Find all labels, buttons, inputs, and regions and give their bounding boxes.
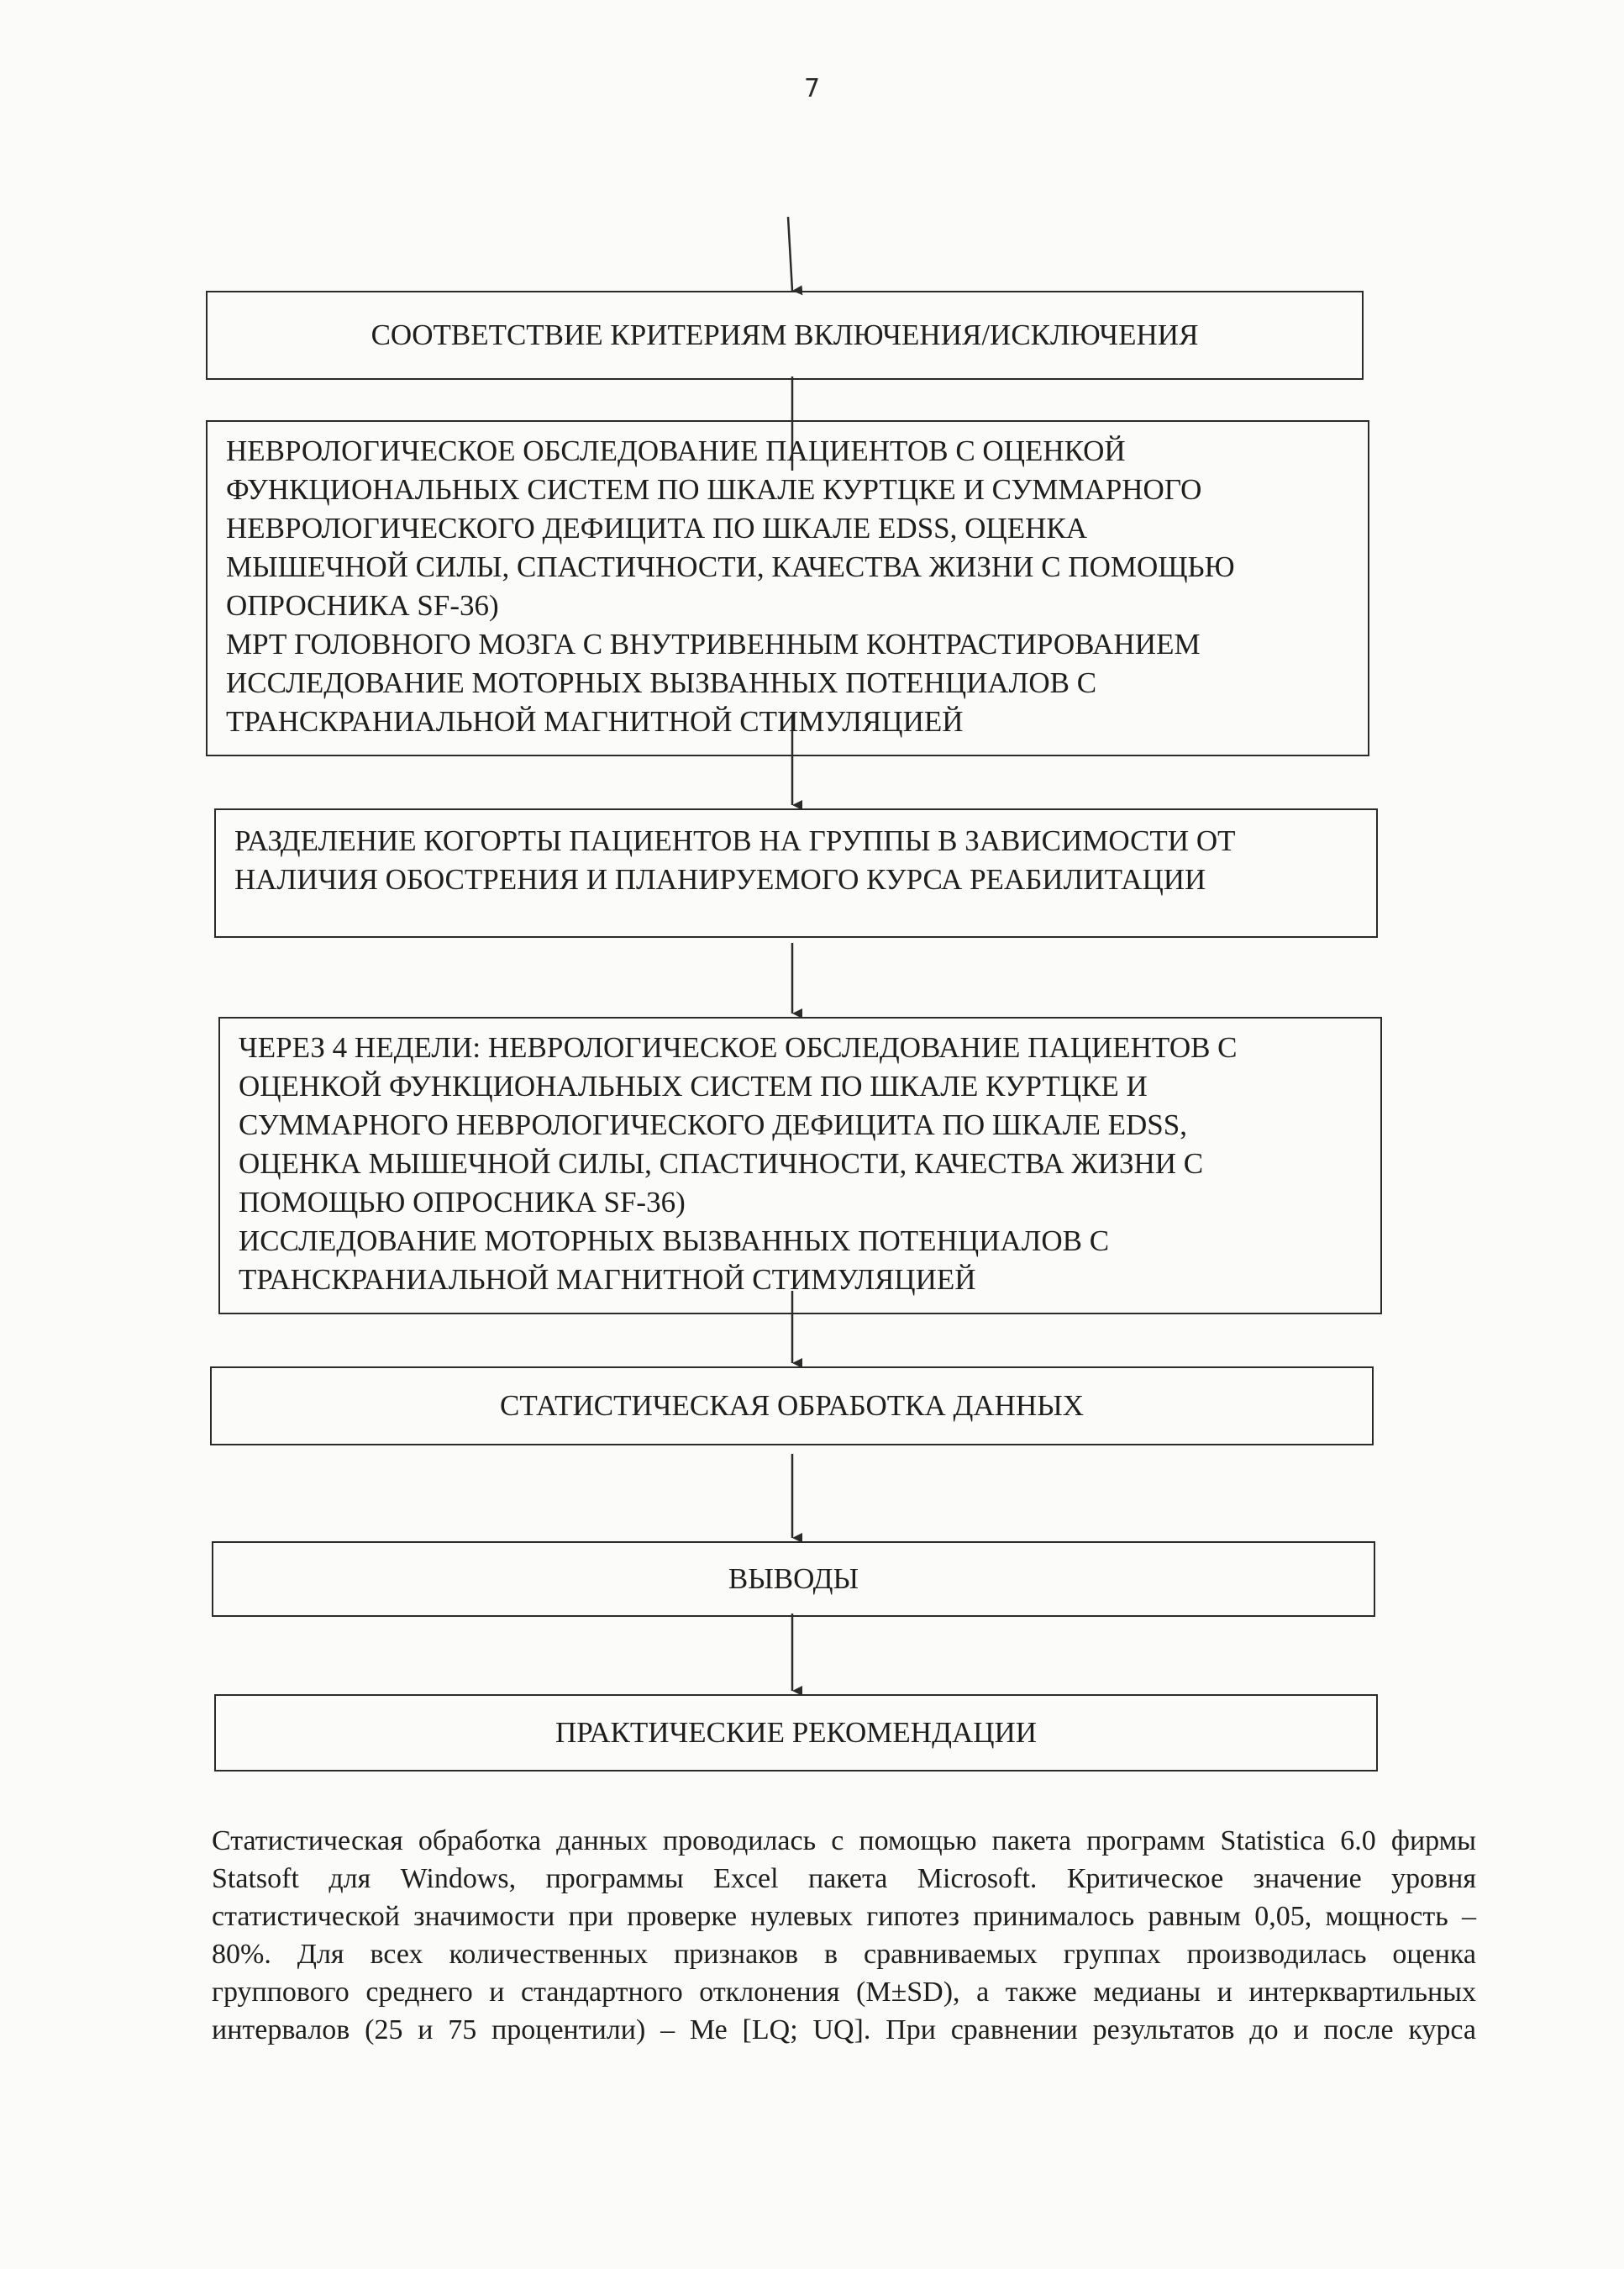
step-text-line: ОЦЕНКОЙ ФУНКЦИОНАЛЬНЫХ СИСТЕМ ПО ШКАЛЕ КУРТЦКЕ И [239,1070,1148,1103]
step-cohort-division [214,808,1378,938]
paragraph-line: 80%. Для всех количественных признаков в сравниваемых группах производилась оценка [212,1939,1476,1970]
step-text-line: ТРАНСКРАНИАЛЬНОЙ МАГНИТНОЙ СТИМУЛЯЦИЕЙ [239,1263,976,1296]
step-text-line: СООТВЕТСТВИЕ КРИТЕРИЯМ ВКЛЮЧЕНИЯ/ИСКЛЮЧЕНИЯ [371,319,1199,351]
step-text-line: ВЫВОДЫ [728,1562,859,1595]
step-follow-up-examination [218,1017,1382,1314]
arrow-into-step-1 [788,217,792,291]
step-text-line: ОПРОСНИКА SF-36) [226,589,499,622]
step-text-line: ЧЕРЕЗ 4 НЕДЕЛИ: НЕВРОЛОГИЧЕСКОЕ ОБСЛЕДОВАНИЕ ПАЦИЕНТОВ С [239,1031,1238,1064]
step-text-line: ТРАНСКРАНИАЛЬНОЙ МАГНИТНОЙ СТИМУЛЯЦИЕЙ [226,705,964,738]
paragraph-line: интервалов (25 и 75 процентили) – Ме [LQ; UQ]. При сравнении результатов до и после курса [212,2014,1476,2045]
step-text-line: ИССЛЕДОВАНИЕ МОТОРНЫХ ВЫЗВАННЫХ ПОТЕНЦИАЛОВ С [239,1224,1110,1257]
step-inclusion-criteria [206,291,1364,380]
step-text-line: НАЛИЧИЯ ОБОСТРЕНИЯ И ПЛАНИРУЕМОГО КУРСА РЕАБИЛИТАЦИИ [234,863,1206,896]
step-conclusions [212,1541,1375,1617]
paragraph-line: Statsoft для Windows, программы Excel пакета Microsoft. Критическое значение уровня [212,1863,1476,1894]
step-statistical-processing [210,1366,1374,1445]
step-text-line: ФУНКЦИОНАЛЬНЫХ СИСТЕМ ПО ШКАЛЕ КУРТЦКЕ И СУММАРНОГО [226,473,1202,506]
step-neurological-examination [206,420,1369,756]
page-number: 7 [803,74,821,103]
step-text-line: МРТ ГОЛОВНОГО МОЗГА С ВНУТРИВЕННЫМ КОНТРАСТИРОВАНИЕМ [226,628,1201,661]
step-text-line: НЕВРОЛОГИЧЕСКОГО ДЕФИЦИТА ПО ШКАЛЕ EDSS, ОЦЕНКА [226,512,1087,545]
statistical-methods-paragraph [212,1822,1476,2049]
step-text-line: МЫШЕЧНОЙ СИЛЫ, СПАСТИЧНОСТИ, КАЧЕСТВА ЖИЗНИ С ПОМОЩЬЮ [226,550,1235,583]
step-text-line: НЕВРОЛОГИЧЕСКОЕ ОБСЛЕДОВАНИЕ ПАЦИЕНТОВ С ОЦЕНКОЙ [226,434,1126,467]
step-text-line: РАЗДЕЛЕНИЕ КОГОРТЫ ПАЦИЕНТОВ НА ГРУППЫ В ЗАВИСИМОСТИ ОТ [234,824,1236,857]
paragraph-line: Статистическая обработка данных проводилась с помощью пакета программ Statistica 6.0 фирмы [212,1825,1476,1856]
step-text-line: ПРАКТИЧЕСКИЕ РЕКОМЕНДАЦИИ [554,1716,1038,1749]
paragraph-line: группового среднего и стандартного отклонения (M±SD), а также медианы и интерквартильных [212,1977,1476,2008]
step-text-line: СТАТИСТИЧЕСКАЯ ОБРАБОТКА ДАННЫХ [499,1389,1085,1422]
step-text-line: ИССЛЕДОВАНИЕ МОТОРНЫХ ВЫЗВАННЫХ ПОТЕНЦИАЛОВ С [226,666,1097,699]
step-practical-recommendations [214,1694,1378,1772]
step-text-line: ПОМОЩЬЮ ОПРОСНИКА SF-36) [239,1186,686,1219]
step-text-line: СУММАРНОГО НЕВРОЛОГИЧЕСКОГО ДЕФИЦИТА ПО ШКАЛЕ EDSS, [239,1108,1187,1141]
step-text-line: ОЦЕНКА МЫШЕЧНОЙ СИЛЫ, СПАСТИЧНОСТИ, КАЧЕСТВА ЖИЗНИ С [239,1147,1204,1180]
paragraph-line: статистической значимости при проверке нулевых гипотез принималось равным 0,05, мощность – [212,1901,1476,1932]
